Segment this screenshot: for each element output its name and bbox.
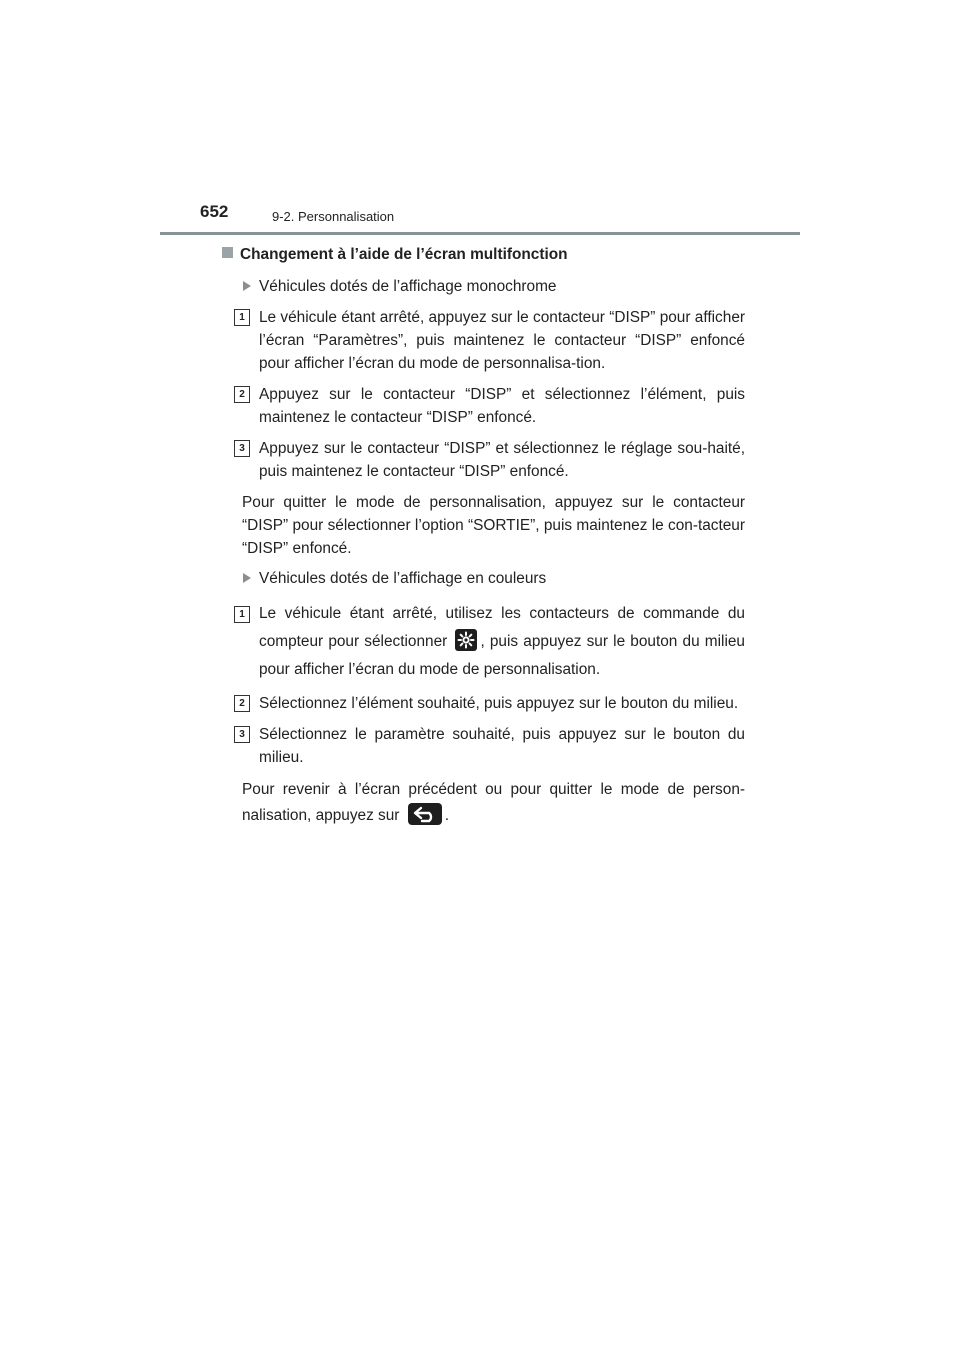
step-number: 2 bbox=[234, 695, 250, 712]
step-item bbox=[222, 723, 745, 769]
back-arrow-icon bbox=[408, 803, 442, 825]
triangle-bullet-icon bbox=[243, 281, 251, 291]
subsection-title: Véhicules dotés de l’affichage en couleurs bbox=[259, 570, 547, 587]
step-number: 3 bbox=[234, 726, 250, 743]
step-text: Sélectionnez le paramètre souhaité, puis appuyez sur le bouton du milieu. bbox=[259, 726, 745, 766]
header-divider bbox=[160, 232, 800, 235]
triangle-bullet-icon bbox=[243, 573, 251, 583]
section-heading-text: Changement à l’aide de l’écran multifonction bbox=[240, 246, 568, 263]
step-item bbox=[222, 600, 745, 684]
step-text: Appuyez sur le contacteur “DISP” et sélectionnez l’élément, puis maintenez le contacteur “DISP” enfoncé. bbox=[259, 386, 745, 426]
step-text: Appuyez sur le contacteur “DISP” et sélectionnez le réglage sou-haité, puis maintenez le contacteur “DISP” enfoncé. bbox=[259, 440, 745, 480]
step-item bbox=[222, 383, 745, 429]
page-content bbox=[222, 243, 745, 829]
subsection-mono bbox=[222, 275, 745, 298]
note-paragraph: Pour quitter le mode de personnalisation, appuyez sur le contacteur “DISP” pour sélectionner l’option “SORTIE”, puis maintenez le con-tacteur “DISP” enfoncé. bbox=[242, 494, 745, 557]
note-text: Pour revenir à l’écran précédent ou pour quitter le mode de person-nalisation, appuyez sur bbox=[242, 781, 745, 824]
gear-icon bbox=[455, 629, 477, 651]
section-label: 9-2. Personnalisation bbox=[272, 209, 395, 224]
subsection-title: Véhicules dotés de l’affichage monochrome bbox=[259, 278, 557, 295]
page-number: 652 bbox=[200, 202, 229, 221]
section-heading bbox=[222, 243, 745, 266]
step-item bbox=[222, 437, 745, 483]
step-text: Le véhicule étant arrêté, utilisez les contacteurs de commande du compteur pour sélectionner bbox=[259, 605, 745, 650]
step-text-continued: , puis appuyez sur le bouton du milieu pour afficher l’écran du mode de personnalisation. bbox=[259, 633, 745, 678]
step-number: 2 bbox=[234, 386, 250, 403]
step-text: Sélectionnez l’élément souhaité, puis appuyez sur le bouton du milieu. bbox=[259, 695, 739, 712]
subsection-color bbox=[222, 567, 745, 590]
step-number: 3 bbox=[234, 440, 250, 457]
step-item bbox=[222, 692, 745, 715]
step-number: 1 bbox=[234, 606, 250, 623]
note-paragraph bbox=[222, 777, 745, 829]
step-number: 1 bbox=[234, 309, 250, 326]
step-text: Le véhicule étant arrêté, appuyez sur le contacteur “DISP” pour afficher l’écran “Paramètres”, puis maintenez le contacteur “DISP” enfoncé pour afficher l’écran du mode de personnalisa-tion. bbox=[259, 309, 745, 372]
square-bullet-icon bbox=[222, 247, 233, 258]
step-item bbox=[222, 306, 745, 375]
note-text-end: . bbox=[444, 807, 449, 824]
